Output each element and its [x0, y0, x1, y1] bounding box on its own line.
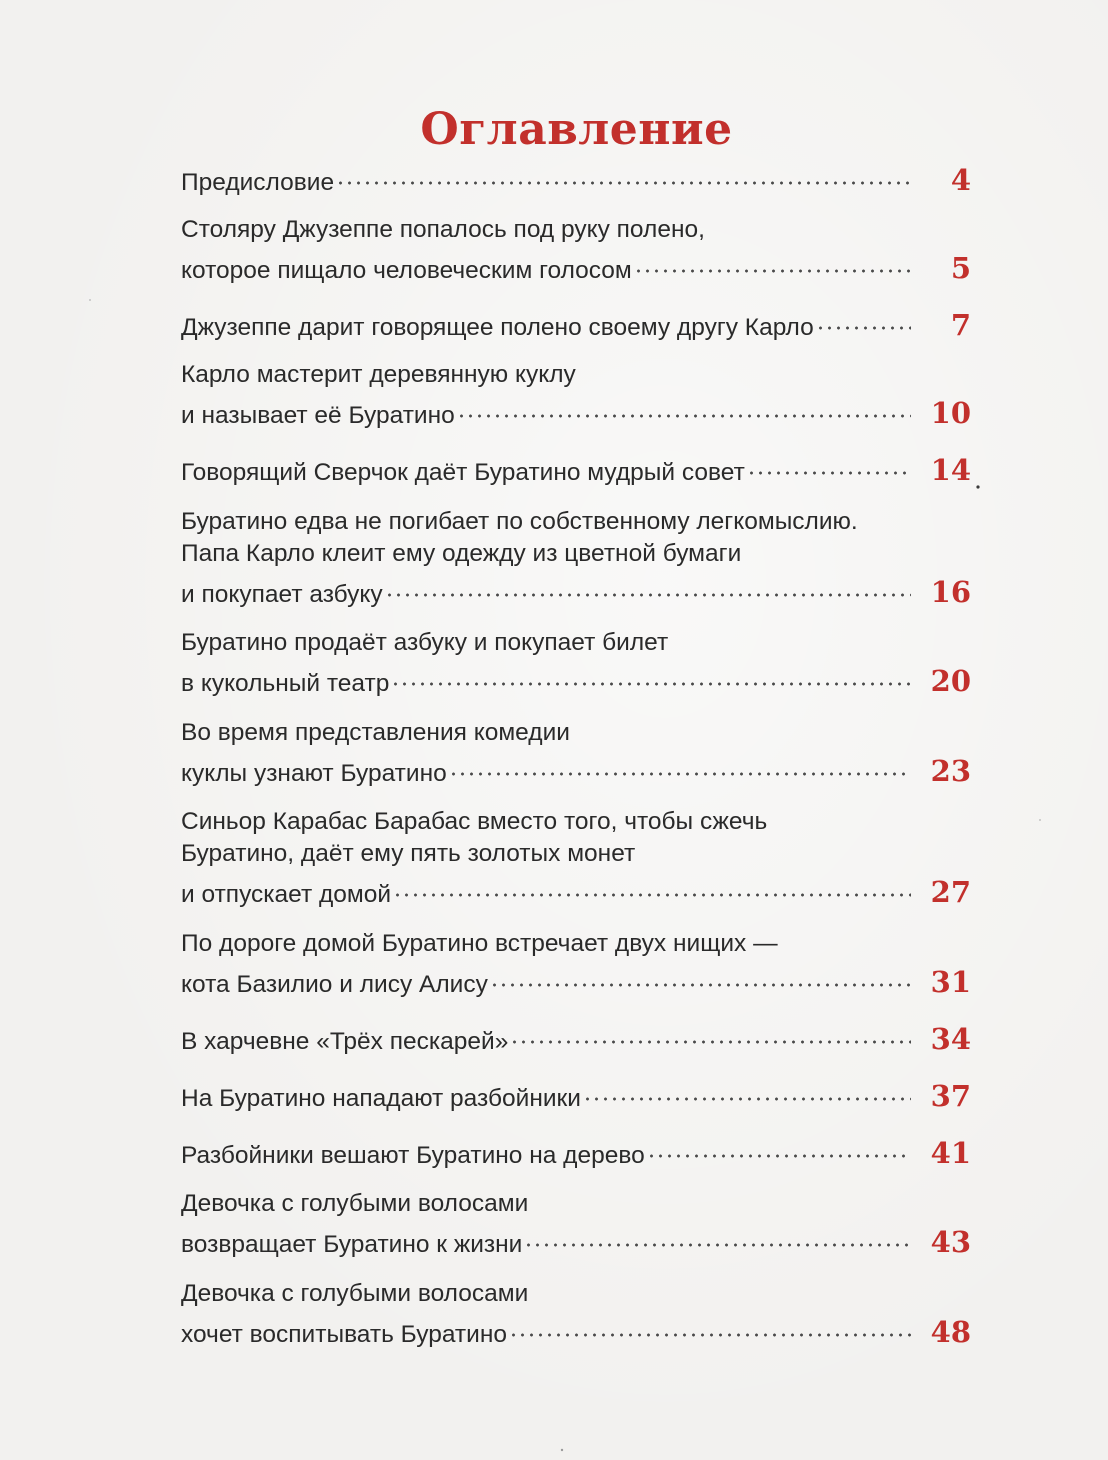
toc-entry-title: кота Базилио и лису Алису	[181, 971, 488, 998]
toc-entry[interactable]	[181, 1278, 971, 1349]
toc-entry[interactable]	[181, 1131, 971, 1170]
toc-entry-title: возвращает Буратино к жизни	[181, 1231, 523, 1258]
toc-entry-title: Карло мастерит деревянную куклу	[181, 361, 576, 388]
dot-leader	[510, 1017, 911, 1049]
table-of-contents	[181, 0, 971, 1460]
toc-entry-title: Разбойники вешают Буратино на дерево	[181, 1142, 645, 1169]
toc-entry-title: Девочка с голубыми волосами	[181, 1190, 529, 1217]
toc-entry-line	[181, 1131, 971, 1170]
page-number: 23	[930, 754, 971, 788]
page-number: 5	[950, 251, 971, 285]
toc-entry[interactable]	[181, 806, 971, 909]
dot-leader	[816, 303, 911, 335]
toc-entry-line	[181, 158, 971, 197]
toc-entry-title: хочет воспитывать Буратино	[181, 1321, 507, 1348]
dot-leader	[634, 246, 911, 278]
page-number: 4	[950, 163, 971, 197]
toc-entry[interactable]	[181, 717, 971, 788]
toc-entry[interactable]	[181, 158, 971, 197]
page-number: 14	[930, 453, 971, 487]
toc-entry-line	[181, 928, 971, 960]
toc-entry[interactable]	[181, 928, 971, 999]
page-number: 16	[930, 575, 971, 609]
toc-entry-title: Во время представления комедии	[181, 719, 570, 746]
page-title: Оглавление	[420, 104, 733, 155]
toc-entry-title: Синьор Карабас Барабас вместо того, чтобы сжечь	[181, 808, 768, 835]
toc-entry[interactable]	[181, 506, 971, 609]
toc-entry-line	[181, 1074, 971, 1113]
toc-entry-title: Буратино едва не погибает по собственному легкомыслию.	[181, 508, 858, 535]
page-number: 37	[930, 1079, 971, 1113]
page-number: 34	[930, 1022, 971, 1056]
toc-entry-line	[181, 448, 971, 487]
toc-entry[interactable]	[181, 1017, 971, 1056]
toc-entry-line	[181, 749, 971, 788]
page-number: 7	[950, 308, 971, 342]
toc-entry[interactable]	[181, 359, 971, 430]
toc-entry-line	[181, 717, 971, 749]
toc-entry-line	[181, 214, 971, 246]
toc-entry-line	[181, 627, 971, 659]
toc-entry[interactable]	[181, 303, 971, 342]
toc-entry-line	[181, 391, 971, 430]
toc-entry-line	[181, 960, 971, 999]
toc-entry-title: На Буратино нападают разбойники	[181, 1085, 581, 1112]
toc-entry[interactable]	[181, 1188, 971, 1259]
dot-leader	[393, 870, 911, 902]
dot-leader	[524, 1220, 911, 1252]
toc-entry-line	[181, 870, 971, 909]
toc-entry-line	[181, 1278, 971, 1310]
toc-entry-title: в кукольный театр	[181, 670, 390, 697]
toc-entry-line	[181, 359, 971, 391]
dot-leader	[509, 1310, 911, 1342]
toc-entry-title: По дороге домой Буратино встречает двух нищих —	[181, 930, 778, 957]
toc-entry-title: куклы узнают Буратино	[181, 760, 447, 787]
toc-entry-line	[181, 1188, 971, 1220]
toc-entry-line	[181, 246, 971, 285]
toc-entry-title: Джузеппе дарит говорящее полено своему другу Карло	[181, 314, 814, 341]
toc-entry[interactable]	[181, 627, 971, 698]
toc-entry[interactable]	[181, 1074, 971, 1113]
toc-entry-line	[181, 1220, 971, 1259]
toc-entry[interactable]	[181, 448, 971, 487]
toc-entry-title: Говорящий Сверчок даёт Буратино мудрый совет	[181, 459, 745, 486]
dot-leader	[385, 570, 911, 602]
page-number: 31	[930, 965, 971, 999]
dot-leader	[490, 960, 911, 992]
toc-entry-line	[181, 806, 971, 838]
toc-entry-line	[181, 1017, 971, 1056]
page-number: 20	[930, 664, 971, 698]
page-number: 43	[930, 1225, 971, 1259]
toc-entry-title: которое пищало человеческим голосом	[181, 257, 632, 284]
toc-entry-line	[181, 538, 971, 570]
dot-leader	[449, 749, 911, 781]
dot-leader	[647, 1131, 911, 1163]
toc-entry-title: Буратино, даёт ему пять золотых монет	[181, 840, 636, 867]
toc-entry-title: В харчевне «Трёх пескарей»	[181, 1028, 509, 1055]
dot-leader	[583, 1074, 911, 1106]
toc-entry[interactable]	[181, 214, 971, 285]
toc-entry-line	[181, 303, 971, 342]
toc-entry-title: и называет её Буратино	[181, 402, 455, 429]
toc-entry-title: и покупает азбуку	[181, 581, 383, 608]
toc-entry-line	[181, 838, 971, 870]
page-number: 10	[930, 396, 971, 430]
page-number: 27	[930, 875, 971, 909]
toc-entry-title: Столяру Джузеппе попалось под руку полено,	[181, 216, 705, 243]
toc-entry-title: Буратино продаёт азбуку и покупает билет	[181, 629, 669, 656]
page-number: 41	[930, 1136, 971, 1170]
dot-leader	[747, 448, 911, 480]
page-number: 48	[930, 1315, 971, 1349]
dot-leader	[336, 158, 911, 190]
toc-entry-line	[181, 659, 971, 698]
toc-entry-title: Предисловие	[181, 169, 335, 196]
toc-entry-title: и отпускает домой	[181, 881, 392, 908]
toc-entry-line	[181, 506, 971, 538]
toc-entry-title: Девочка с голубыми волосами	[181, 1280, 529, 1307]
toc-entry-line	[181, 570, 971, 609]
dot-leader	[391, 659, 911, 691]
toc-entry-line	[181, 1310, 971, 1349]
toc-entry-title: Папа Карло клеит ему одежду из цветной бумаги	[181, 540, 742, 567]
dot-leader	[457, 391, 911, 423]
